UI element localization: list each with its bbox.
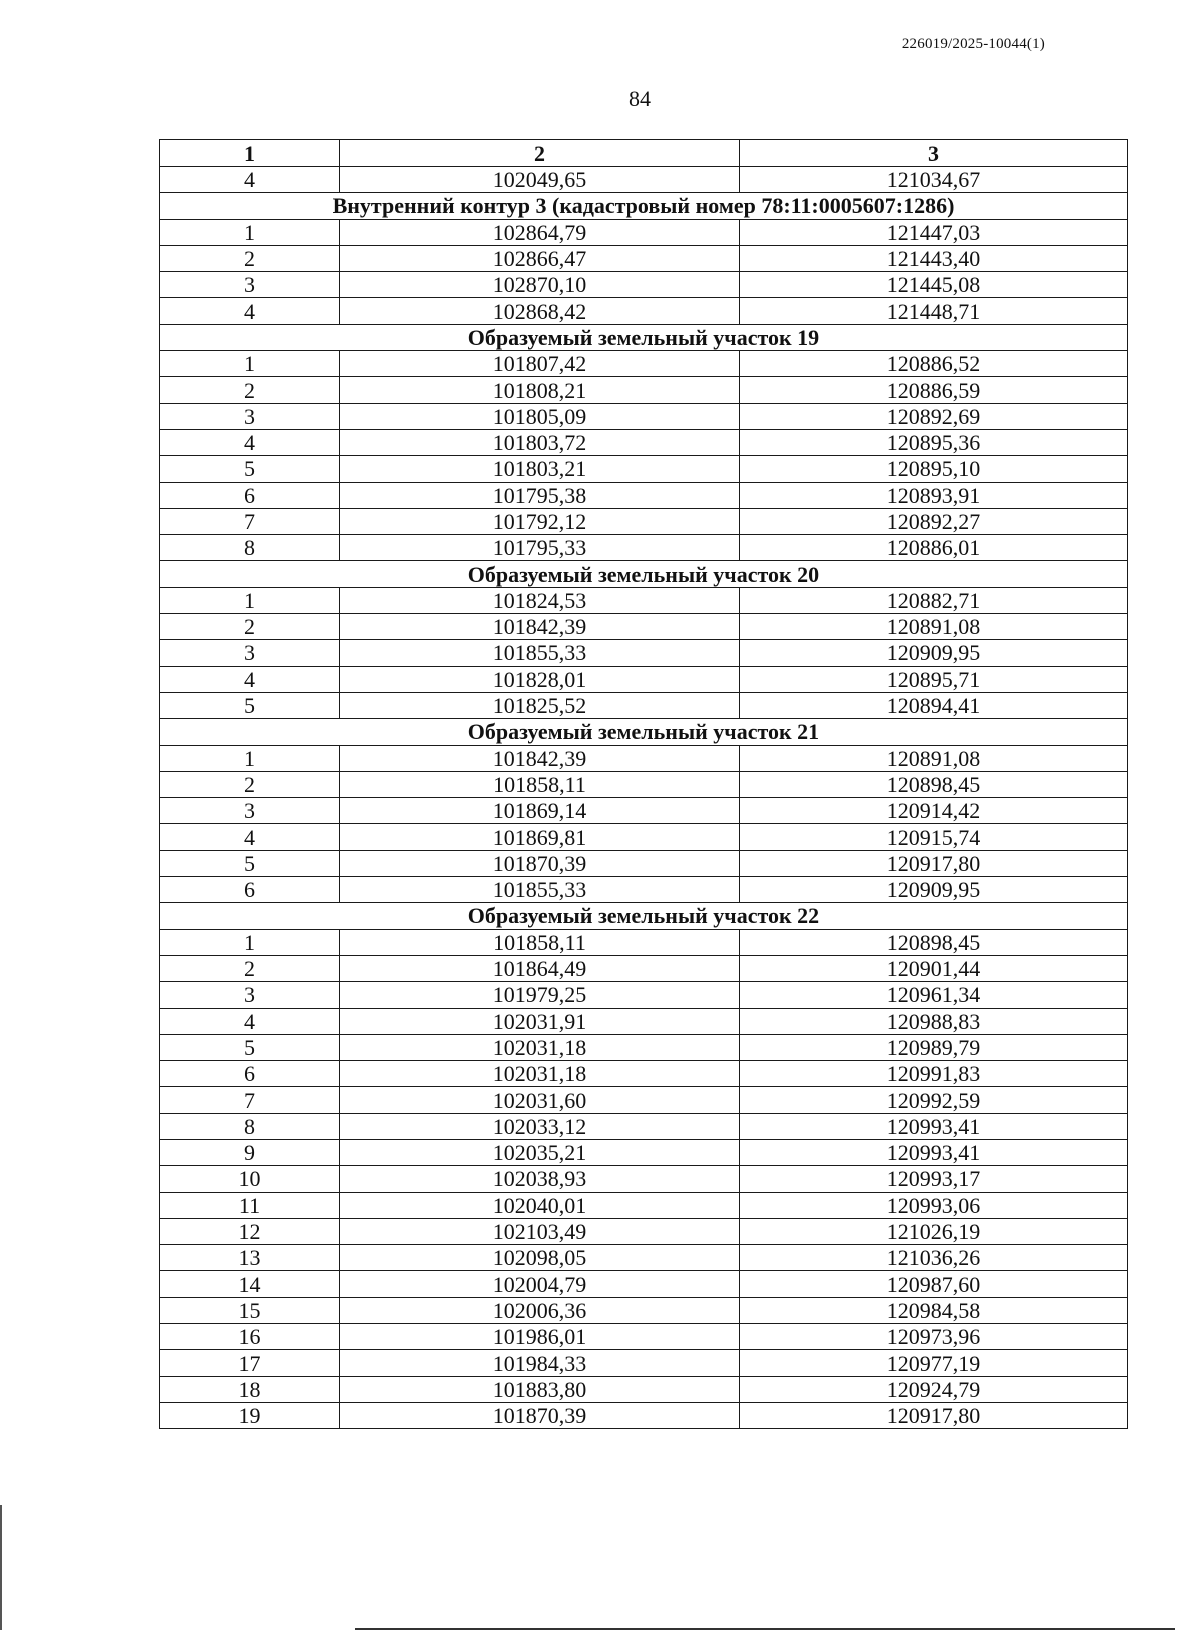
point-number-cell: 1	[160, 745, 340, 771]
point-number-cell: 16	[160, 1324, 340, 1350]
x-coordinate-cell: 101855,33	[340, 877, 740, 903]
x-coordinate-cell: 102040,01	[340, 1192, 740, 1218]
table-row	[160, 1139, 1128, 1165]
column-header-3: 3	[740, 140, 1128, 167]
x-coordinate-cell: 101858,11	[340, 929, 740, 955]
section-header-row	[160, 324, 1128, 350]
x-coordinate-cell: 101808,21	[340, 377, 740, 403]
point-number-cell: 2	[160, 614, 340, 640]
x-coordinate-cell: 101870,39	[340, 1402, 740, 1428]
y-coordinate-cell: 120924,79	[740, 1376, 1128, 1402]
point-number-cell: 3	[160, 403, 340, 429]
table-row	[160, 1113, 1128, 1139]
point-number-cell: 3	[160, 798, 340, 824]
coordinates-table-body	[160, 140, 1128, 1429]
table-row	[160, 403, 1128, 429]
table-row	[160, 1245, 1128, 1271]
x-coordinate-cell: 102870,10	[340, 272, 740, 298]
table-row	[160, 1218, 1128, 1244]
point-number-cell: 9	[160, 1139, 340, 1165]
table-row	[160, 824, 1128, 850]
y-coordinate-cell: 120973,96	[740, 1324, 1128, 1350]
table-row	[160, 850, 1128, 876]
x-coordinate-cell: 102038,93	[340, 1166, 740, 1192]
y-coordinate-cell: 121036,26	[740, 1245, 1128, 1271]
x-coordinate-cell: 101858,11	[340, 771, 740, 797]
point-number-cell: 3	[160, 640, 340, 666]
table-row	[160, 1087, 1128, 1113]
section-title: Образуемый земельный участок 19	[160, 324, 1128, 350]
x-coordinate-cell: 101792,12	[340, 508, 740, 534]
y-coordinate-cell: 120993,41	[740, 1139, 1128, 1165]
y-coordinate-cell: 120898,45	[740, 929, 1128, 955]
point-number-cell: 7	[160, 1087, 340, 1113]
x-coordinate-cell: 102031,18	[340, 1034, 740, 1060]
section-title: Внутренний контур 3 (кадастровый номер 78:11:0005607:1286)	[160, 193, 1128, 219]
coordinates-table	[159, 139, 1128, 1429]
y-coordinate-cell: 121447,03	[740, 219, 1128, 245]
x-coordinate-cell: 101869,14	[340, 798, 740, 824]
point-number-cell: 2	[160, 955, 340, 981]
table-row	[160, 535, 1128, 561]
point-number-cell: 1	[160, 587, 340, 613]
table-row	[160, 1350, 1128, 1376]
point-number-cell: 13	[160, 1245, 340, 1271]
y-coordinate-cell: 120961,34	[740, 982, 1128, 1008]
table-row	[160, 167, 1128, 193]
x-coordinate-cell: 101803,72	[340, 429, 740, 455]
y-coordinate-cell: 121026,19	[740, 1218, 1128, 1244]
section-title: Образуемый земельный участок 22	[160, 903, 1128, 929]
y-coordinate-cell: 120991,83	[740, 1061, 1128, 1087]
section-header-row	[160, 719, 1128, 745]
point-number-cell: 5	[160, 1034, 340, 1060]
y-coordinate-cell: 120892,27	[740, 508, 1128, 534]
table-row	[160, 1034, 1128, 1060]
x-coordinate-cell: 102035,21	[340, 1139, 740, 1165]
table-row	[160, 508, 1128, 534]
point-number-cell: 3	[160, 982, 340, 1008]
point-number-cell: 5	[160, 692, 340, 718]
point-number-cell: 6	[160, 1061, 340, 1087]
table-row	[160, 456, 1128, 482]
point-number-cell: 2	[160, 245, 340, 271]
x-coordinate-cell: 101986,01	[340, 1324, 740, 1350]
x-coordinate-cell: 101984,33	[340, 1350, 740, 1376]
point-number-cell: 5	[160, 456, 340, 482]
point-number-cell: 2	[160, 771, 340, 797]
x-coordinate-cell: 102033,12	[340, 1113, 740, 1139]
y-coordinate-cell: 120895,10	[740, 456, 1128, 482]
section-header-row	[160, 193, 1128, 219]
point-number-cell: 8	[160, 535, 340, 561]
point-number-cell: 18	[160, 1376, 340, 1402]
y-coordinate-cell: 120988,83	[740, 1008, 1128, 1034]
point-number-cell: 4	[160, 666, 340, 692]
table-row	[160, 745, 1128, 771]
x-coordinate-cell: 102868,42	[340, 298, 740, 324]
table-row	[160, 1061, 1128, 1087]
page-number: 84	[629, 86, 651, 111]
table-row	[160, 982, 1128, 1008]
x-coordinate-cell: 101864,49	[340, 955, 740, 981]
x-coordinate-cell: 102098,05	[340, 1245, 740, 1271]
table-row	[160, 351, 1128, 377]
x-coordinate-cell: 102031,60	[340, 1087, 740, 1113]
x-coordinate-cell: 102103,49	[340, 1218, 740, 1244]
y-coordinate-cell: 121445,08	[740, 272, 1128, 298]
y-coordinate-cell: 121034,67	[740, 167, 1128, 193]
point-number-cell: 4	[160, 429, 340, 455]
point-number-cell: 4	[160, 167, 340, 193]
y-coordinate-cell: 120901,44	[740, 955, 1128, 981]
y-coordinate-cell: 120894,41	[740, 692, 1128, 718]
y-coordinate-cell: 120882,71	[740, 587, 1128, 613]
y-coordinate-cell: 120909,95	[740, 640, 1128, 666]
point-number-cell: 3	[160, 272, 340, 298]
y-coordinate-cell: 120984,58	[740, 1297, 1128, 1323]
point-number-cell: 10	[160, 1166, 340, 1192]
point-number-cell: 4	[160, 824, 340, 850]
y-coordinate-cell: 120987,60	[740, 1271, 1128, 1297]
section-title: Образуемый земельный участок 21	[160, 719, 1128, 745]
x-coordinate-cell: 101869,81	[340, 824, 740, 850]
table-row	[160, 1402, 1128, 1428]
table-row	[160, 1166, 1128, 1192]
y-coordinate-cell: 120886,52	[740, 351, 1128, 377]
x-coordinate-cell: 101803,21	[340, 456, 740, 482]
x-coordinate-cell: 101842,39	[340, 614, 740, 640]
y-coordinate-cell: 120977,19	[740, 1350, 1128, 1376]
y-coordinate-cell: 120917,80	[740, 1402, 1128, 1428]
x-coordinate-cell: 101795,38	[340, 482, 740, 508]
section-title: Образуемый земельный участок 20	[160, 561, 1128, 587]
y-coordinate-cell: 120895,36	[740, 429, 1128, 455]
table-row	[160, 245, 1128, 271]
y-coordinate-cell: 121448,71	[740, 298, 1128, 324]
scan-edge-left	[0, 1505, 2, 1630]
column-header-1: 1	[160, 140, 340, 167]
point-number-cell: 15	[160, 1297, 340, 1323]
x-coordinate-cell: 102004,79	[340, 1271, 740, 1297]
section-header-row	[160, 561, 1128, 587]
table-row	[160, 272, 1128, 298]
x-coordinate-cell: 102006,36	[340, 1297, 740, 1323]
point-number-cell: 12	[160, 1218, 340, 1244]
table-row	[160, 587, 1128, 613]
point-number-cell: 1	[160, 351, 340, 377]
x-coordinate-cell: 102031,18	[340, 1061, 740, 1087]
section-header-row	[160, 903, 1128, 929]
point-number-cell: 1	[160, 929, 340, 955]
table-row	[160, 1376, 1128, 1402]
table-row	[160, 1297, 1128, 1323]
column-header-2: 2	[340, 140, 740, 167]
table-row	[160, 1324, 1128, 1350]
table-row	[160, 666, 1128, 692]
point-number-cell: 19	[160, 1402, 340, 1428]
table-row	[160, 429, 1128, 455]
y-coordinate-cell: 121443,40	[740, 245, 1128, 271]
y-coordinate-cell: 120891,08	[740, 745, 1128, 771]
x-coordinate-cell: 102864,79	[340, 219, 740, 245]
x-coordinate-cell: 102031,91	[340, 1008, 740, 1034]
table-row	[160, 1008, 1128, 1034]
document-id: 226019/2025-10044(1)	[901, 36, 1045, 52]
y-coordinate-cell: 120886,01	[740, 535, 1128, 561]
y-coordinate-cell: 120891,08	[740, 614, 1128, 640]
table-row	[160, 692, 1128, 718]
point-number-cell: 4	[160, 298, 340, 324]
x-coordinate-cell: 101855,33	[340, 640, 740, 666]
x-coordinate-cell: 102866,47	[340, 245, 740, 271]
x-coordinate-cell: 101824,53	[340, 587, 740, 613]
x-coordinate-cell: 101842,39	[340, 745, 740, 771]
x-coordinate-cell: 101870,39	[340, 850, 740, 876]
point-number-cell: 4	[160, 1008, 340, 1034]
y-coordinate-cell: 120893,91	[740, 482, 1128, 508]
table-row	[160, 1271, 1128, 1297]
y-coordinate-cell: 120915,74	[740, 824, 1128, 850]
table-row	[160, 482, 1128, 508]
y-coordinate-cell: 120992,59	[740, 1087, 1128, 1113]
y-coordinate-cell: 120917,80	[740, 850, 1128, 876]
x-coordinate-cell: 102049,65	[340, 167, 740, 193]
point-number-cell: 8	[160, 1113, 340, 1139]
table-row	[160, 955, 1128, 981]
x-coordinate-cell: 101795,33	[340, 535, 740, 561]
table-row	[160, 640, 1128, 666]
y-coordinate-cell: 120892,69	[740, 403, 1128, 429]
y-coordinate-cell: 120886,59	[740, 377, 1128, 403]
table-row	[160, 771, 1128, 797]
y-coordinate-cell: 120989,79	[740, 1034, 1128, 1060]
point-number-cell: 1	[160, 219, 340, 245]
y-coordinate-cell: 120993,17	[740, 1166, 1128, 1192]
x-coordinate-cell: 101825,52	[340, 692, 740, 718]
y-coordinate-cell: 120993,41	[740, 1113, 1128, 1139]
y-coordinate-cell: 120895,71	[740, 666, 1128, 692]
point-number-cell: 17	[160, 1350, 340, 1376]
point-number-cell: 6	[160, 877, 340, 903]
table-row	[160, 219, 1128, 245]
point-number-cell: 2	[160, 377, 340, 403]
point-number-cell: 5	[160, 850, 340, 876]
y-coordinate-cell: 120898,45	[740, 771, 1128, 797]
point-number-cell: 7	[160, 508, 340, 534]
point-number-cell: 6	[160, 482, 340, 508]
table-row	[160, 798, 1128, 824]
y-coordinate-cell: 120914,42	[740, 798, 1128, 824]
table-row	[160, 377, 1128, 403]
x-coordinate-cell: 101828,01	[340, 666, 740, 692]
table-header-row	[160, 140, 1128, 167]
table-row	[160, 614, 1128, 640]
y-coordinate-cell: 120909,95	[740, 877, 1128, 903]
x-coordinate-cell: 101805,09	[340, 403, 740, 429]
point-number-cell: 11	[160, 1192, 340, 1218]
point-number-cell: 14	[160, 1271, 340, 1297]
x-coordinate-cell: 101807,42	[340, 351, 740, 377]
y-coordinate-cell: 120993,06	[740, 1192, 1128, 1218]
table-row	[160, 929, 1128, 955]
table-row	[160, 298, 1128, 324]
table-row	[160, 1192, 1128, 1218]
table-row	[160, 877, 1128, 903]
x-coordinate-cell: 101979,25	[340, 982, 740, 1008]
x-coordinate-cell: 101883,80	[340, 1376, 740, 1402]
